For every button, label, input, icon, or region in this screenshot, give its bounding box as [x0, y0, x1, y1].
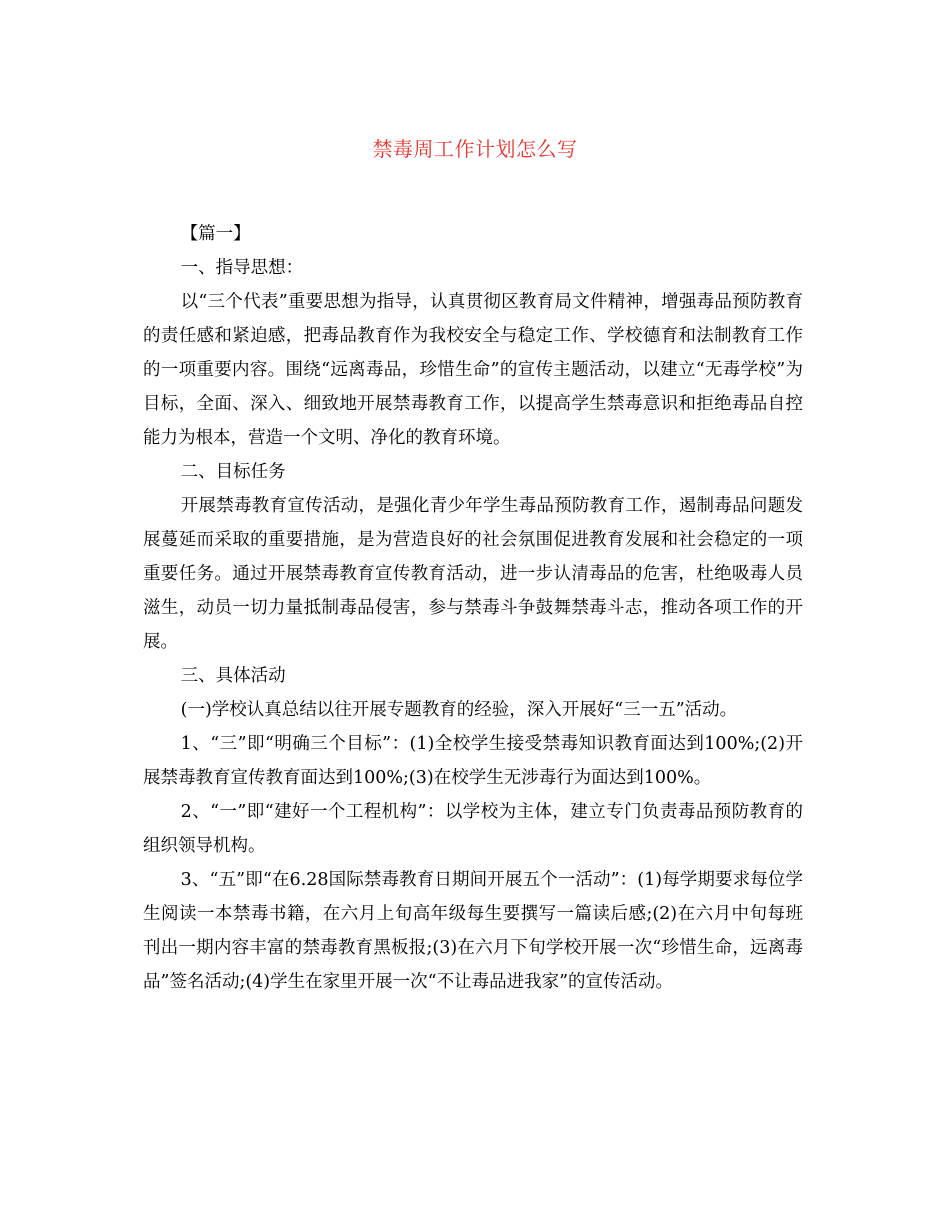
paragraph-activity-five: 3、“五”即“在6.28国际禁毒教育日期间开展五个一活动”：(1)每学期要求每位学生阅读一本禁毒书籍，在六月上旬高年级每生要撰写一篇读后感;(2)在六月中旬每班刊出一期内容丰富的禁毒教育黑板报;(3)在六月下旬学校开展一次“珍惜生命，远离毒品”签名活动;(4)学生在家里开展一次“不让毒品进我家”的宣传活动。 [143, 870, 803, 992]
section-label: 【篇一】 [180, 224, 251, 244]
heading-goals: 二、目标任务 [180, 462, 286, 482]
heading-activities: 三、具体活动 [180, 666, 286, 686]
paragraph-activity-one: 2、“一”即“建好一个工程机构”：以学校为主体，建立专门负责毒品预防教育的组织领导机构。 [143, 802, 803, 856]
paragraph-goals: 开展禁毒教育宣传活动，是强化青少年学生毒品预防教育工作，遏制毒品问题发展蔓延而采取的重要措施，是为营造良好的社会氛围促进教育发展和社会稳定的一项重要任务。通过开展禁毒教育宣传教育活动，进一步认清毒品的危害，杜绝吸毒人员滋生，动员一切力量抵制毒品侵害，参与禁毒斗争鼓舞禁毒斗志，推动各项工作的开展。 [143, 496, 803, 652]
paragraph-activity-three: 1、“三”即“明确三个目标”：(1)全校学生接受禁毒知识教育面达到100%;(2)开展禁毒教育宣传教育面达到100%;(3)在校学生无涉毒行为面达到100%。 [143, 734, 803, 788]
paragraph-guiding-ideology: 以“三个代表”重要思想为指导，认真贯彻区教育局文件精神，增强毒品预防教育的责任感和紧迫感，把毒品教育作为我校安全与稳定工作、学校德育和法制教育工作的一项重要内容。围绕“远离毒品，珍惜生命”的宣传主题活动，以建立“无毒学校”为目标，全面、深入、细致地开展禁毒教育工作，以提高学生禁毒意识和拒绝毒品自控能力为根本，营造一个文明、净化的教育环境。 [143, 292, 803, 448]
heading-guiding-ideology: 一、指导思想： [180, 258, 304, 278]
document-body [143, 217, 803, 999]
document-title: 禁毒周工作计划怎么写 [372, 137, 578, 161]
paragraph-activities-intro: (一)学校认真总结以往开展专题教育的经验，深入开展好“三一五”活动。 [180, 700, 738, 720]
